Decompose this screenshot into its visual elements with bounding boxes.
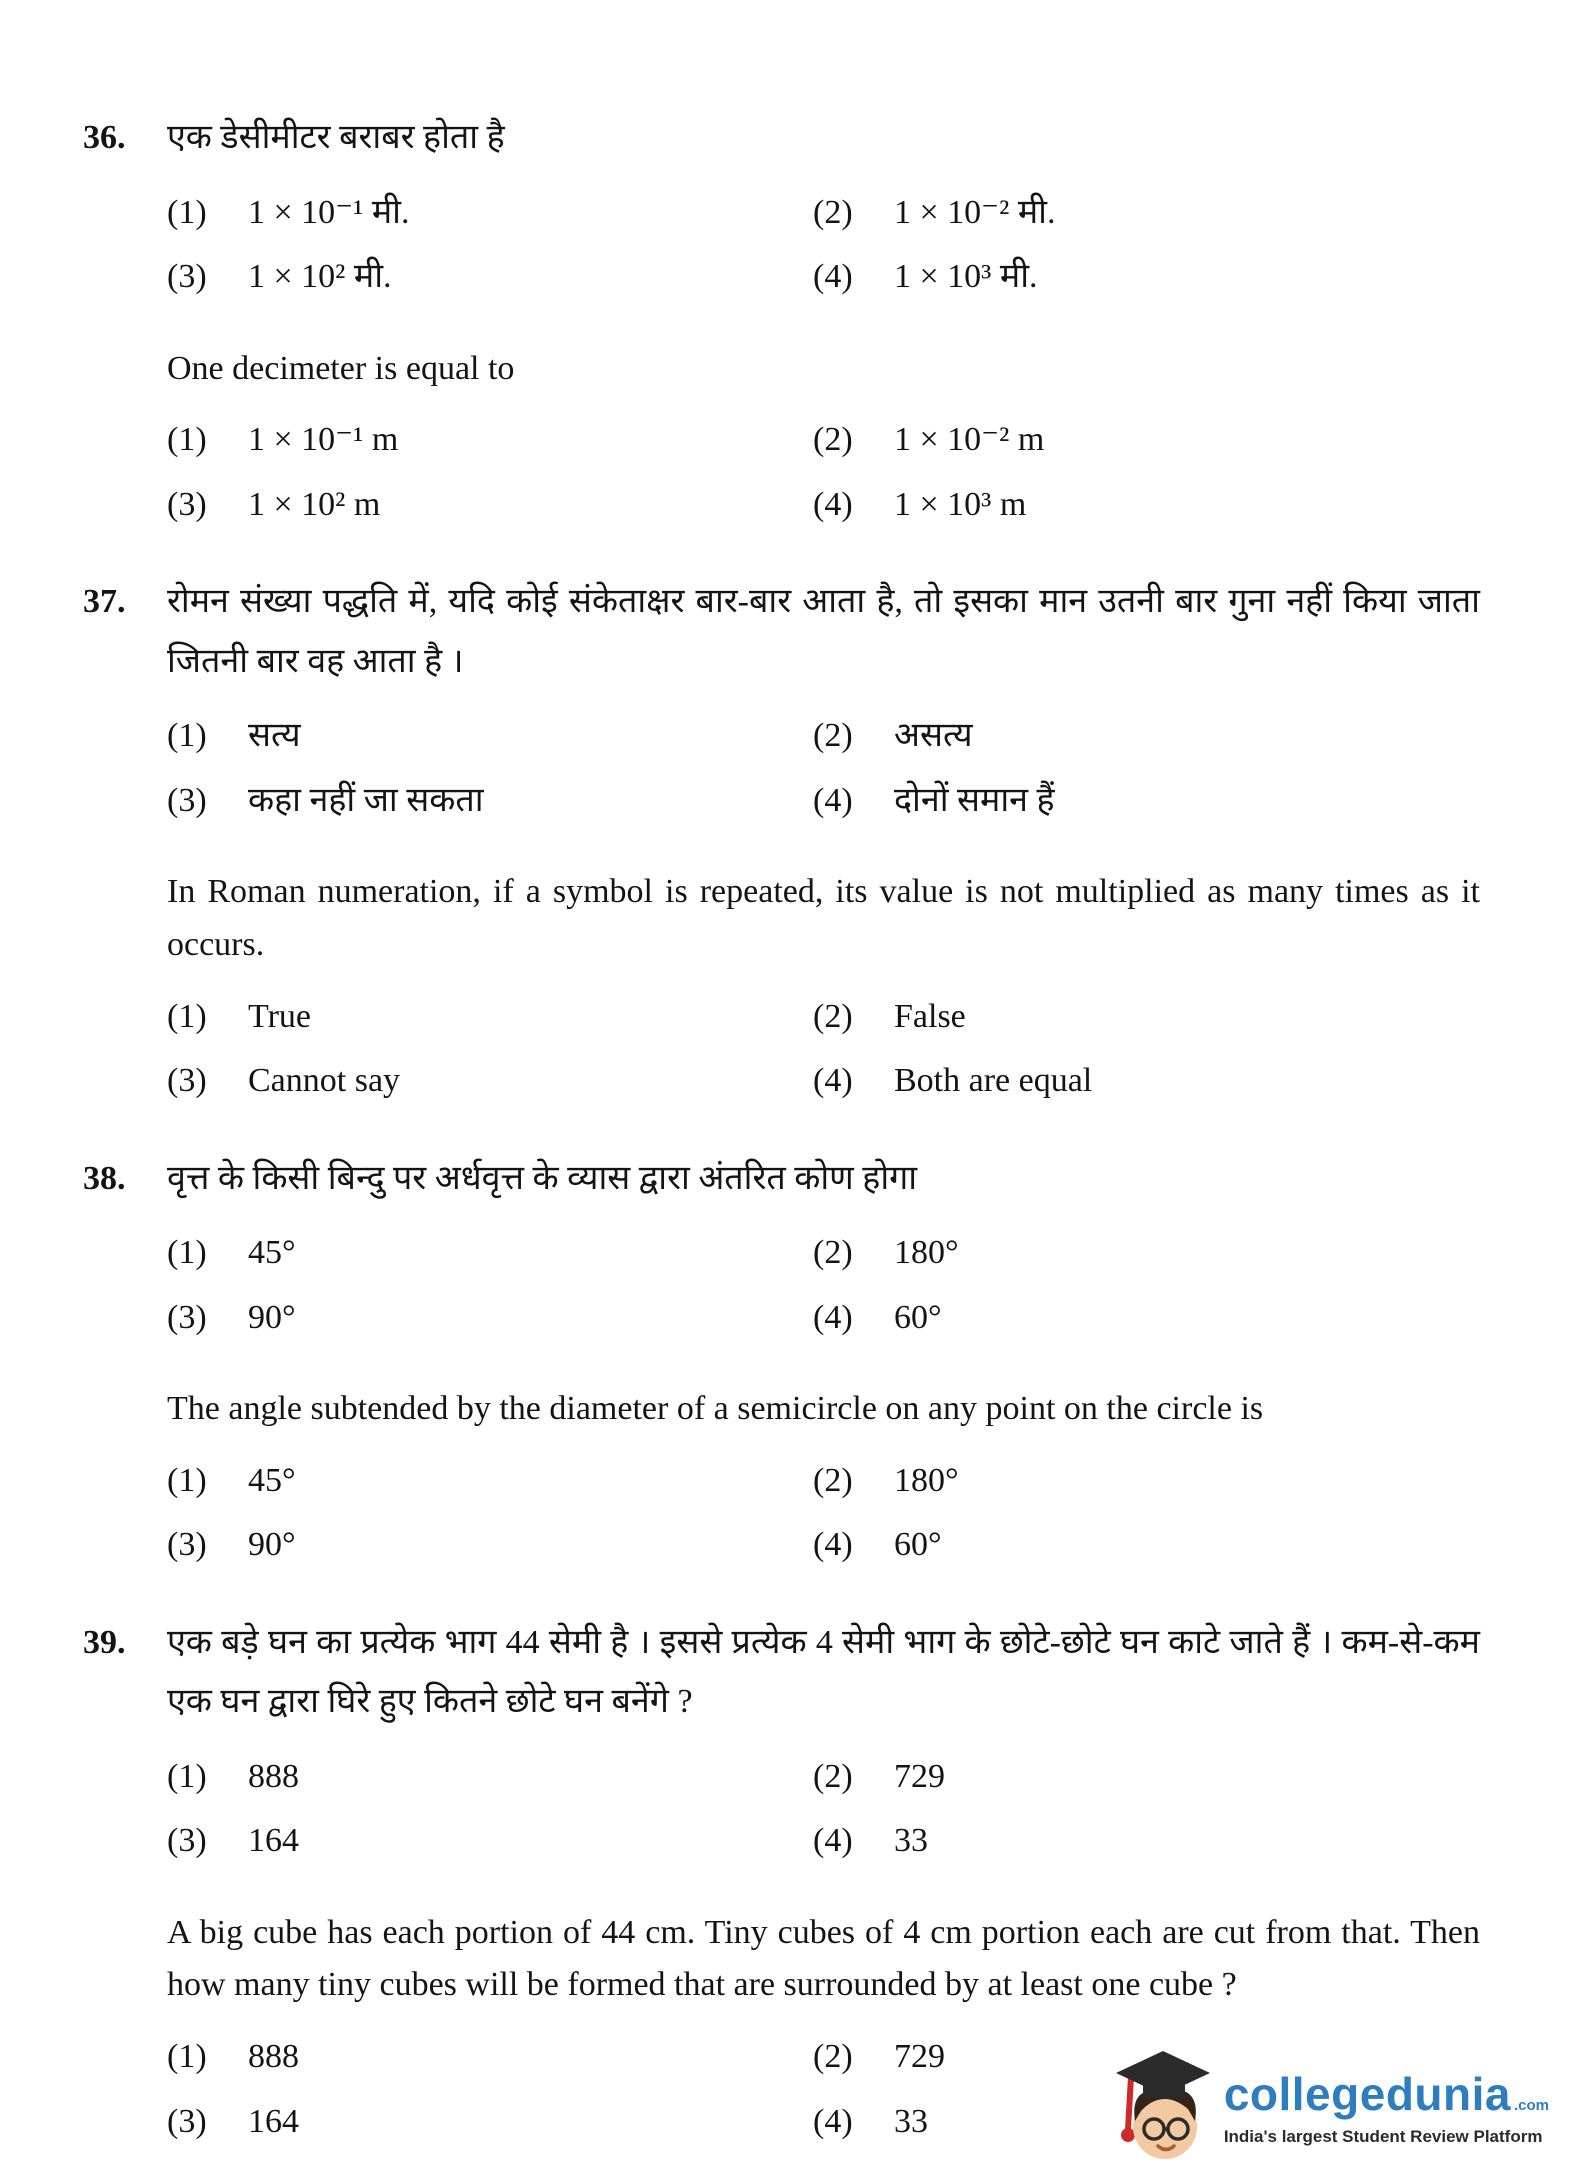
brand-tld: .com — [1513, 2097, 1549, 2114]
option-label: (3) — [167, 1526, 207, 1564]
option-value: दोनों समान हैं — [894, 781, 1055, 819]
option-value: 1 × 10⁻¹ m — [248, 421, 399, 459]
option — [167, 1460, 813, 1503]
option-value: 164 — [248, 1822, 299, 1860]
option-label: (1) — [167, 1757, 207, 1795]
question-number: 38. — [83, 1159, 126, 1197]
option-label: (2) — [813, 2038, 853, 2076]
option — [813, 1820, 1480, 1863]
option-value: 888 — [248, 2038, 299, 2076]
option-label: (2) — [813, 421, 853, 459]
option-label: (3) — [167, 485, 207, 523]
option — [167, 2036, 813, 2079]
option — [167, 256, 813, 299]
question-section — [83, 1149, 1480, 1567]
options-grid-english — [167, 996, 1480, 1103]
option-label: (3) — [167, 2102, 207, 2140]
option — [167, 2101, 813, 2144]
option-value: 180° — [894, 1461, 959, 1499]
option-label: (4) — [813, 1298, 853, 1336]
options-grid-hindi — [167, 715, 1480, 822]
option — [813, 1297, 1480, 1340]
option-label: (3) — [167, 1062, 207, 1100]
question-number: 39. — [83, 1623, 126, 1661]
option-label: (3) — [167, 781, 207, 819]
question-text-hindi: एक बड़े घन का प्रत्येक भाग 44 सेमी है । इससे प्रत्येक 4 सेमी भाग के छोटे-छोटे घन काटे जाते हैं । कम-से-कम एक घन द्वारा घिरे हुए कितने छोटे घन बनेंगे ? — [167, 1623, 1480, 1721]
option — [813, 484, 1480, 527]
option-value: 180° — [894, 1234, 959, 1272]
option — [167, 419, 813, 462]
option-value: 45° — [248, 1461, 296, 1499]
option — [167, 1820, 813, 1863]
option-label: (1) — [167, 2038, 207, 2076]
option-label: (4) — [813, 781, 853, 819]
option-label: (4) — [813, 1822, 853, 1860]
option-label: (2) — [813, 1461, 853, 1499]
option-value: 60° — [894, 1526, 942, 1564]
option-value: 33 — [894, 2102, 928, 2140]
option — [167, 996, 813, 1039]
option-value: 729 — [894, 2038, 945, 2076]
option — [813, 715, 1480, 758]
options-grid-hindi — [167, 1756, 1480, 1863]
question-section — [83, 572, 1480, 1102]
option-label: (4) — [813, 258, 853, 295]
graduate-student-icon — [1110, 2045, 1214, 2169]
question-text-hindi: एक डेसीमीटर बराबर होता है — [167, 119, 505, 156]
option-value: 1 × 10⁻² m — [894, 421, 1045, 459]
option — [813, 256, 1480, 299]
question-number: 37. — [83, 583, 126, 621]
option — [813, 1756, 1480, 1799]
option-label: (1) — [167, 1461, 207, 1499]
option-value: 45° — [248, 1234, 296, 1272]
option-label: (1) — [167, 1234, 207, 1272]
option-value: 33 — [894, 1822, 928, 1860]
question-text-english: A big cube has each portion of 44 cm. Tiny cubes of 4 cm portion each are cut from that. Then how many tiny cubes will be formed that are surrounded by at least one cube ? — [167, 1913, 1480, 2004]
option-label: (2) — [813, 1234, 853, 1272]
option-value: 1 × 10⁻¹ मी. — [248, 193, 410, 231]
option-value: 729 — [894, 1757, 945, 1795]
question-text-hindi: रोमन संख्या पद्धति में, यदि कोई संकेताक्षर बार-बार आता है, तो इसका मान उतनी बार गुना नहीं किया जाता जितनी बार वह आता है । — [167, 583, 1480, 680]
option-label: (2) — [813, 717, 853, 755]
questions-container — [83, 108, 1480, 2143]
option-value: कहा नहीं जा सकता — [248, 781, 484, 819]
option-value: 1 × 10² मी. — [248, 258, 392, 295]
options-grid-hindi — [167, 192, 1480, 299]
option-label: (1) — [167, 997, 207, 1035]
option-value: असत्य — [894, 717, 973, 755]
question-text-english: One decimeter is equal to — [167, 349, 515, 387]
option-value: सत्य — [248, 717, 301, 755]
option-value: 60° — [894, 1298, 942, 1336]
option-label: (1) — [167, 421, 207, 459]
option-label: (2) — [813, 193, 853, 231]
option — [167, 1297, 813, 1340]
option — [167, 1232, 813, 1275]
options-grid-hindi — [167, 1232, 1480, 1339]
option-label: (2) — [813, 1757, 853, 1795]
option-value: 1 × 10³ m — [894, 485, 1027, 523]
option-value: 90° — [248, 1298, 296, 1336]
option-value: Cannot say — [248, 1062, 401, 1100]
option — [167, 715, 813, 758]
option — [167, 780, 813, 823]
option-value: 90° — [248, 1526, 296, 1564]
option — [167, 1060, 813, 1103]
option — [167, 484, 813, 527]
brand-wordmark: collegedunia — [1223, 2068, 1511, 2120]
question-number: 36. — [83, 119, 126, 156]
question-section — [83, 108, 1480, 526]
option-label: (3) — [167, 1298, 207, 1336]
option-label: (2) — [813, 997, 853, 1035]
option-value: False — [894, 997, 966, 1035]
collegedunia-logo — [1110, 2045, 1549, 2169]
option — [813, 996, 1480, 1039]
brand-tagline: India's largest Student Review Platform — [1223, 2127, 1543, 2146]
option — [813, 1524, 1480, 1567]
option-label: (4) — [813, 1526, 853, 1564]
option-label: (1) — [167, 193, 207, 231]
option-label: (4) — [813, 485, 853, 523]
option — [813, 192, 1480, 235]
option — [813, 419, 1480, 462]
option-label: (4) — [813, 2102, 853, 2140]
option — [813, 780, 1480, 823]
question-text-english: The angle subtended by the diameter of a semicircle on any point on the circle is — [167, 1390, 1264, 1428]
option — [167, 1524, 813, 1567]
option-value: 1 × 10³ मी. — [894, 258, 1038, 295]
options-grid-english — [167, 1460, 1480, 1567]
option-value: 888 — [248, 1757, 299, 1795]
option-value: 1 × 10⁻² मी. — [894, 193, 1056, 231]
option-value: 1 × 10² m — [248, 485, 381, 523]
option — [167, 1756, 813, 1799]
option-label: (3) — [167, 258, 207, 295]
option — [813, 1060, 1480, 1103]
question-text-hindi: वृत्त के किसी बिन्दु पर अर्धवृत्त के व्यास द्वारा अंतरित कोण होगा — [167, 1159, 918, 1197]
option-label: (3) — [167, 1822, 207, 1860]
option — [813, 1232, 1480, 1275]
option-label: (1) — [167, 717, 207, 755]
option-value: Both are equal — [894, 1062, 1093, 1100]
option-value: 164 — [248, 2102, 299, 2140]
option-label: (4) — [813, 1062, 853, 1100]
option — [813, 1460, 1480, 1503]
options-grid-english — [167, 419, 1480, 526]
question-text-english: In Roman numeration, if a symbol is repeated, its value is not multiplied as many times as it occurs. — [167, 873, 1480, 963]
option-value: True — [248, 997, 311, 1035]
option — [167, 192, 813, 235]
